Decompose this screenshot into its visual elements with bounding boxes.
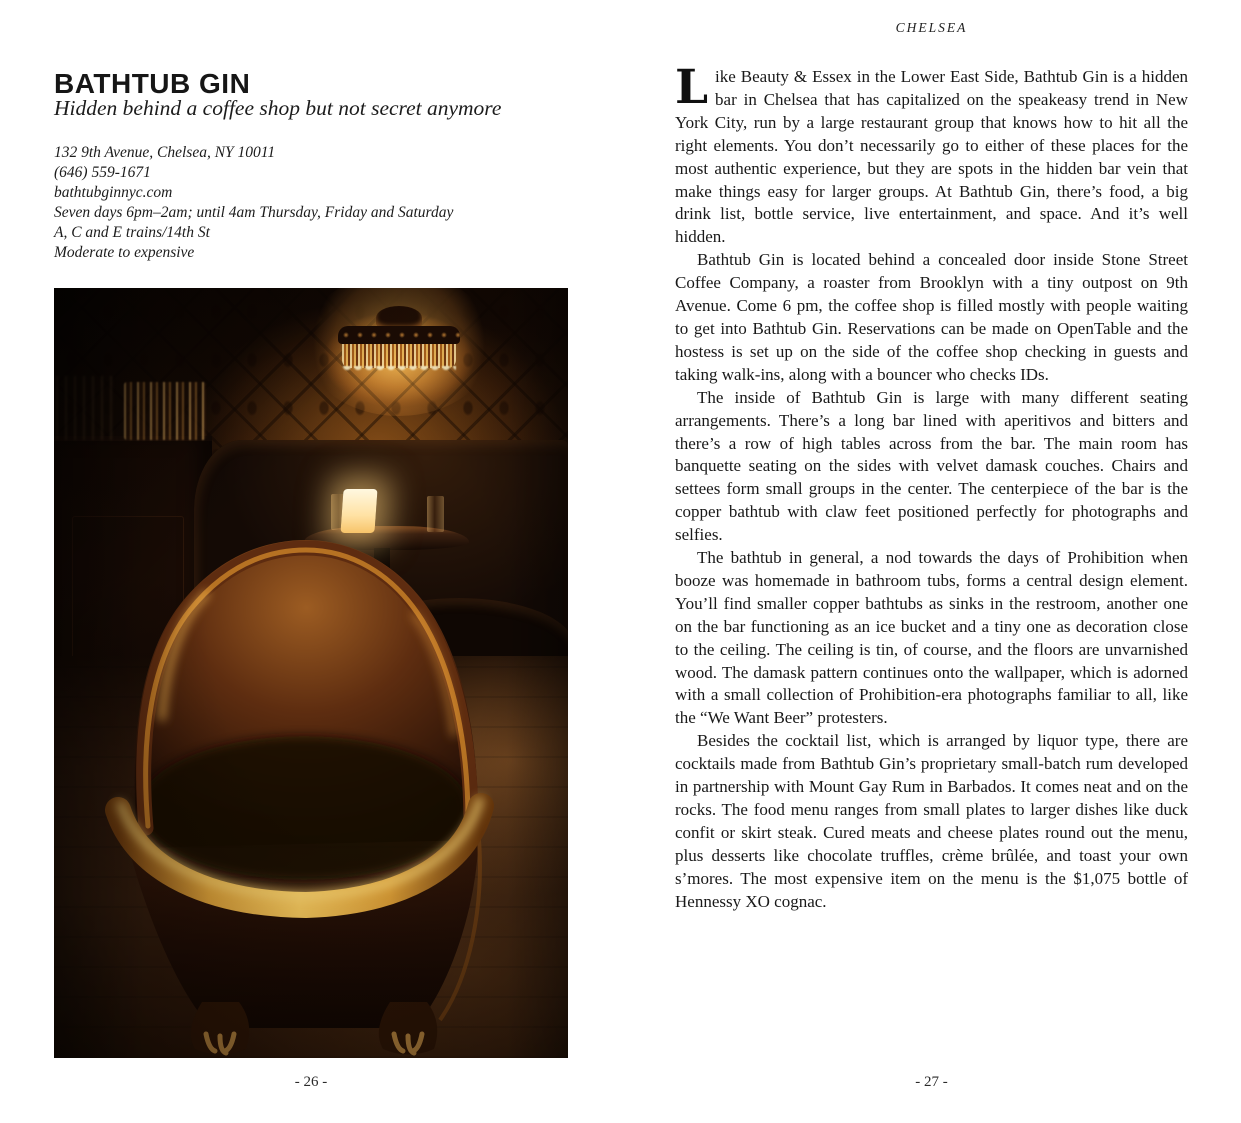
venue-title: BATHTUB GIN [54, 67, 251, 99]
venue-price-range: Moderate to expensive [54, 244, 195, 261]
photo-vignette [54, 288, 568, 1058]
bar-photo [54, 288, 568, 1058]
page-number-right: - 27 - [915, 1074, 948, 1090]
paragraph: The inside of Bathtub Gin is large with many different seating arrangements. There’s a long bar lined with aperitivos and bitters and there’s a row of high tables across from the bar. The main room has banquette seating on the sides with velvet damask couches. Chairs and settees form small groups in the center. The centerpiece of the bar is the copper bathtub with claw feet positioned perfectly for photographs and selfies. [675, 387, 1188, 545]
venue-subtitle: Hidden behind a coffee shop but not secret anymore [54, 96, 502, 120]
paragraph [675, 60, 1188, 249]
paragraph: Besides the cocktail list, which is arranged by liquor type, there are cocktails made from Bathtub Gin’s proprietary small-batch rum developed in partnership with Mount Gay Rum in Barbados. It comes neat and on the rocks. The food menu ranges from small plates to larger dishes like duck confit or skirt steak. Cured meats and cheese plates round out the menu, plus desserts like chocolate truffles, crème brûlée, and toast your own s’mores. The most expensive item on the menu is the $1,075 bottle of Hennessy XO cognac. [675, 731, 1188, 911]
paragraph: Bathtub Gin is located behind a concealed door inside Stone Street Coffee Company, a roaster from Brooklyn with a tiny outpost on 9th Avenue. Come 6 pm, the coffee shop is filled mostly with people waiting to get into Bathtub Gin. Reservations can be made on OpenTable and the hostess is set up on the side of the coffee shop checking in guests and taking walk-ins, along with a bouncer who checks IDs. [675, 250, 1188, 384]
venue-phone: (646) 559-1671 [54, 164, 151, 181]
article-body [675, 60, 1188, 914]
venue-website: bathtubginnyc.com [54, 184, 173, 201]
drop-cap: L [675, 60, 709, 115]
page-number-left: - 26 - [294, 1074, 328, 1090]
paragraph: The bathtub in general, a nod towards the days of Prohibition when booze was homemade in bathroom tubs, forms a central design element. You’ll find smaller copper bathtubs as sinks in the restroom, another one on the bar functioning as an ice bucket and a tiny one as decoration close to the ceiling. The ceiling is tin, of course, and the floors are unvarnished wood. The damask pattern continues onto the wallpaper, which is adorned with a small collection of Prohibition-era photographs familiar to all, like the “We Want Beer” protesters. [675, 548, 1188, 728]
venue-address: 132 9th Avenue, Chelsea, NY 10011 [54, 144, 276, 161]
venue-details [54, 143, 453, 263]
running-header: CHELSEA [895, 20, 968, 35]
venue-transit: A, C and E trains/14th St [54, 224, 210, 241]
venue-hours: Seven days 6pm–2am; until 4am Thursday, Friday and Saturday [54, 204, 454, 221]
paragraph-text: ike Beauty & Essex in the Lower East Side, Bathtub Gin is a hidden bar in Chelsea that has capitalized on the speakeasy trend in New York City, run by a large restaurant group that knows how to hit all the right elements. You don’t necessarily go to either of these places for the most authentic experience, but they are spots in the hidden bar vein that make things easy for larger groups. At Bathtub Gin, there’s food, a big drink list, bottle service, live entertainment, and space. And it’s well hidden. [675, 67, 1188, 247]
